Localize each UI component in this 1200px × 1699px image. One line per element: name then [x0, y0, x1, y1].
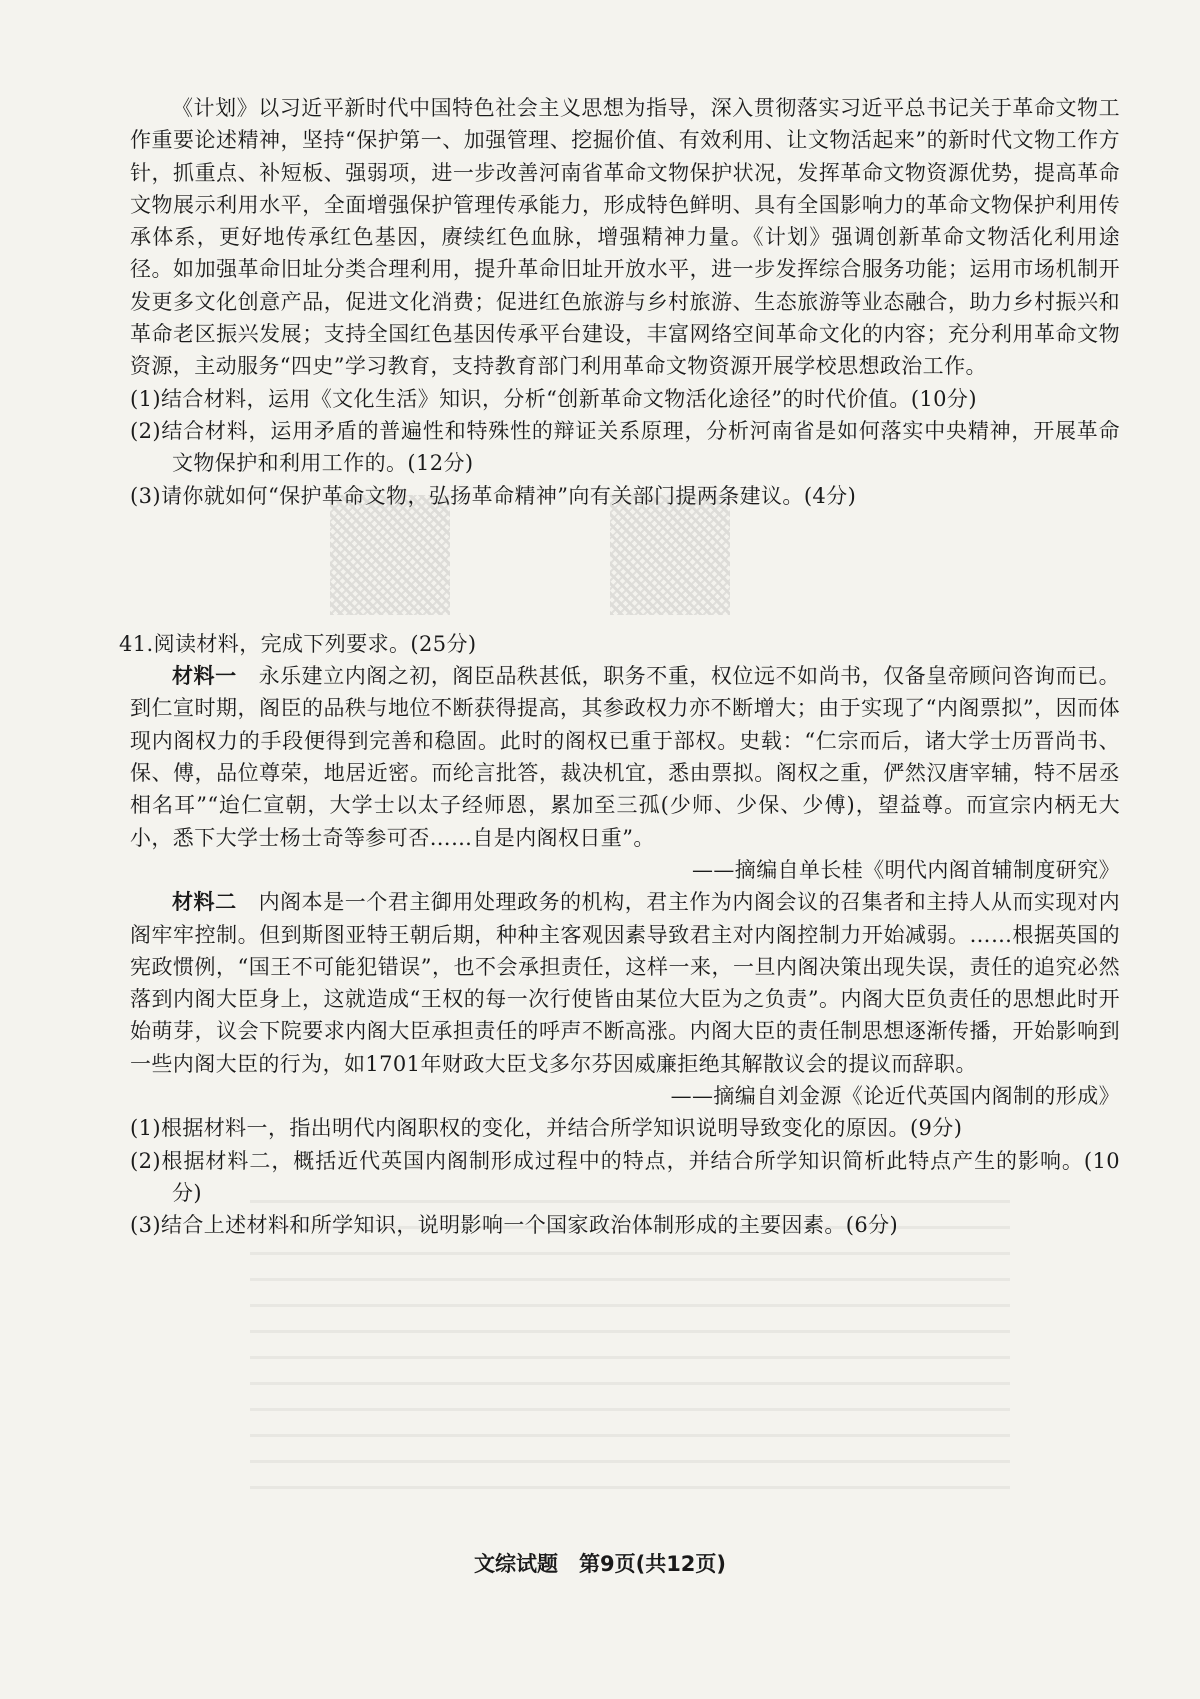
question-40-3: (3)请你就如何“保护革命文物，弘扬革命精神”向有关部门提两条建议。(4分)	[130, 483, 857, 508]
question-41-heading: 41.阅读材料，完成下列要求。(25分)	[119, 631, 477, 656]
question-41-1: (1)根据材料一，指出明代内阁职权的变化，并结合所学知识说明导致变化的原因。(9分)	[130, 1116, 963, 1141]
question-41-3: (3)结合上述材料和所学知识，说明影响一个国家政治体制形成的主要因素。(6分)	[130, 1213, 899, 1238]
spacer	[130, 512, 1120, 628]
passage-40-text: 《计划》以习近平新时代中国特色社会主义思想为指导，深入贯彻落实习近平总书记关于革命文物工作重要论述精神，坚持“保护第一、加强管理、挖掘价值、有效利用、让文物活起来”的新时代文物工作方针，抓重点、补短板、强弱项，进一步改善河南省革命文物保护状况，发挥革命文物资源优势，提高革命文物展示利用水平，全面增强保护管理传承能力，形成特色鲜明、具有全国影响力的革命文物保护利用传承体系，更好地传承红色基因，赓续红色血脉，增强精神力量。《计划》强调创新革命文物活化利用途径。如加强革命旧址分类合理利用，提升革命旧址开放水平，进一步发挥综合服务功能；运用市场机制开发更多文化创意产品，促进文化消费；促进红色旅游与乡村旅游、生态旅游等业态融合，助力乡村振兴和革命老区振兴发展；支持全国红色基因传承平台建设，丰富网络空间革命文化的内容；充分利用革命文物资源，主动服务“四史”学习教育，支持教育部门利用革命文物资源开展学校思想政治工作。	[130, 96, 1120, 379]
page-footer: 文综试题 第9页(共12页)	[473, 1552, 727, 1576]
material-2-label: 材料二	[172, 889, 237, 915]
question-41-2: (2)根据材料二，概括近代英国内阁制形成过程中的特点，并结合所学知识简析此特点产生的影响。(10分)	[130, 1148, 1120, 1205]
material-2-source: ——摘编自刘金源《论近代英国内阁制的形成》	[670, 1084, 1120, 1109]
page-content	[119, 92, 1121, 1242]
question-40-2: (2)结合材料，运用矛盾的普遍性和特殊性的辩证关系原理，分析河南省是如何落实中央精神，开展革命文物保护和利用工作的。(12分)	[130, 418, 1120, 476]
material-1	[130, 660, 1120, 854]
material-1-text: 永乐建立内阁之初，阁臣品秩甚低，职务不重，权位远不如尚书，仅备皇帝顾问咨询而已。到仁宣时期，阁臣的品秩与地位不断获得提高，其参政权力亦不断增大；由于实现了“内阁票拟”，因而体现内阁权力的手段便得到完善和稳固。此时的阁权已重于部权。史载：“仁宗而后，诸大学士历晋尚书、保、傅，品位尊荣，地居近密。而纶言批答，裁决机宜，悉由票拟。阁权之重，俨然汉唐宰辅，特不居丞相名耳”“迨仁宣朝，大学士以太子经师恩，累加至三孤(少师、少保、少傅)，望益尊。而宣宗内柄无大小，悉下大学士杨士奇等参可否……自是内阁权日重”。	[130, 664, 1121, 850]
material-2-text: 内阁本是一个君主御用处理政务的机构，君主作为内阁会议的召集者和主持人从而实现对内阁牢牢控制。但到斯图亚特王朝后期，种种主客观因素导致君主对内阁控制力开始减弱。……根据英国的宪政惯例，“国王不可能犯错误”，也不会承担责任，这样一来，一旦内阁决策出现失误，责任的追究必然落到内阁大臣身上，这就造成“王权的每一次行使皆由某位大臣为之负责”。内阁大臣负责任的思想此时开始萌芽，议会下院要求内阁大臣承担责任的呼声不断高涨。内阁大臣的责任制思想逐渐传播，开始影响到一些内阁大臣的行为，如1701年财政大臣戈多尔芬因威廉拒绝其解散议会的提议而辞职。	[130, 890, 1121, 1076]
bleed-through-texture	[250, 1200, 1010, 1500]
material-1-label: 材料一	[172, 663, 237, 689]
material-1-source: ——摘编自单长桂《明代内阁首辅制度研究》	[692, 857, 1120, 882]
material-2	[130, 886, 1120, 1080]
question-40-1: (1)结合材料，运用《文化生活》知识，分析“创新革命文物活化途径”的时代价值。(10分)	[130, 386, 977, 411]
